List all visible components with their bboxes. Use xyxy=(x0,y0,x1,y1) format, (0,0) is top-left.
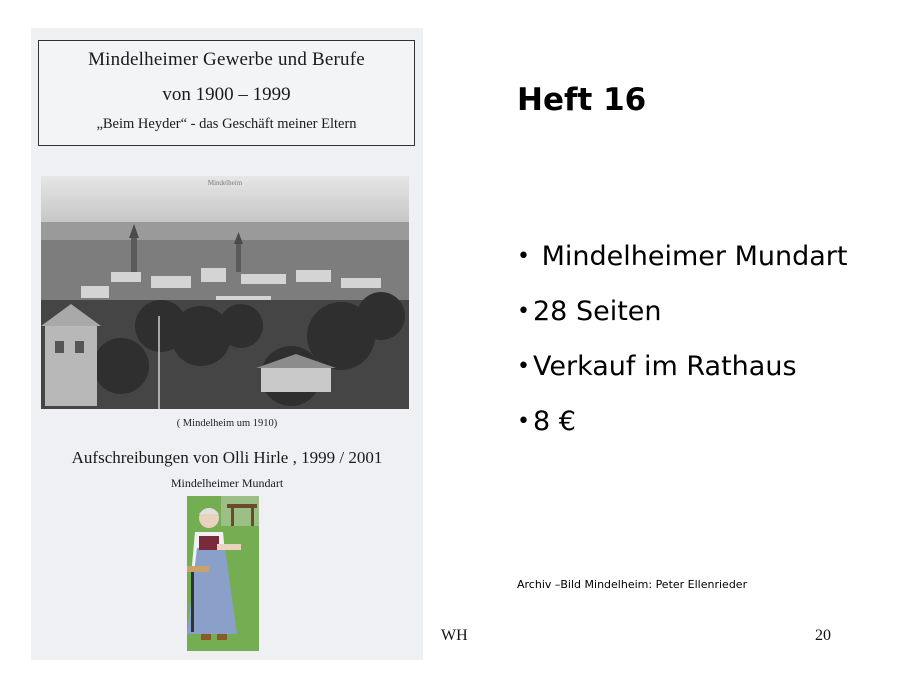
cover-period: von 1900 – 1999 xyxy=(162,84,291,105)
historic-town-photo xyxy=(41,176,409,409)
bullet-text: 8 € xyxy=(533,406,576,437)
photo-caption: ( Mindelheim um 1910) xyxy=(176,418,278,429)
page-number: 20 xyxy=(815,627,831,644)
bullet-item xyxy=(517,346,847,401)
slide-heading: Heft 16 xyxy=(517,82,647,118)
cover-subject-line: Mindelheimer Mundart xyxy=(170,476,284,490)
portrait-graphic xyxy=(187,496,259,651)
bullet-list xyxy=(517,236,847,456)
footer-initials: WH xyxy=(441,627,468,644)
archive-credit: Archiv –Bild Mindelheim: Peter Ellenrieder xyxy=(517,578,748,591)
author-portrait-photo xyxy=(187,496,259,651)
cover-subtitle: „Beim Heyder“ - das Geschäft meiner Eltern xyxy=(96,116,357,132)
cover-title-box xyxy=(38,40,415,146)
bullet-text: 28 Seiten xyxy=(533,296,662,327)
cover-author-line: Aufschreibungen von Olli Hirle , 1999 / 2001 xyxy=(71,448,383,467)
town-panorama-graphic xyxy=(41,176,409,409)
bullet-dot-icon: • xyxy=(517,409,530,434)
bullet-dot-icon: • xyxy=(517,244,530,269)
cover-title: Mindelheimer Gewerbe und Berufe xyxy=(88,49,365,70)
bullet-item xyxy=(517,291,847,346)
bullet-item xyxy=(517,236,847,291)
bullet-item xyxy=(517,401,847,456)
bullet-text: Verkauf im Rathaus xyxy=(533,351,797,382)
booklet-cover-image xyxy=(31,28,423,660)
bullet-dot-icon: • xyxy=(517,299,530,324)
bullet-dot-icon: • xyxy=(517,354,530,379)
bullet-text: Mindelheimer Mundart xyxy=(533,241,848,272)
photo-label: Mindelheim xyxy=(207,179,243,187)
